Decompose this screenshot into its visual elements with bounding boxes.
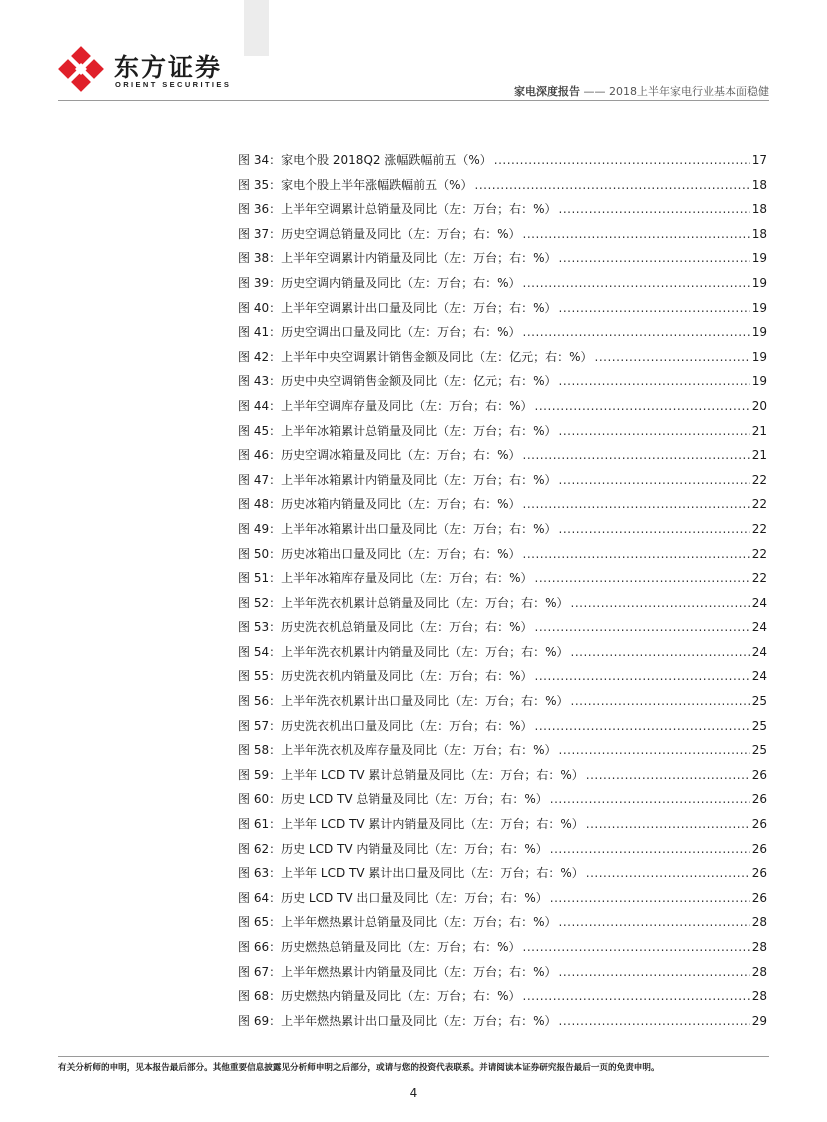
- toc-dot-leader: [523, 495, 750, 513]
- toc-entry-page: 21: [751, 423, 767, 438]
- toc-dot-leader: [586, 864, 750, 882]
- toc-entry-page: 19: [751, 251, 767, 266]
- toc-entry-page: 22: [751, 497, 767, 512]
- report-title: 2018上半年家电行业基本面稳健: [609, 85, 769, 98]
- toc-entry-label: 图 67：上半年燃热累计内销量及同比（左：万台；右：%）: [238, 964, 557, 979]
- toc-entry-label: 图 56：上半年洗衣机累计出口量及同比（左：万台；右：%）: [238, 694, 569, 709]
- toc-dot-leader: [535, 717, 750, 735]
- toc-dot-leader: [559, 1012, 750, 1030]
- toc-entry[interactable]: [238, 1012, 767, 1037]
- toc-entry-label: 图 65：上半年燃热累计总销量及同比（左：万台；右：%）: [238, 915, 557, 930]
- toc-entry-label: 图 59：上半年 LCD TV 累计总销量及同比（左：万台；右：%）: [238, 767, 584, 782]
- toc-dot-leader: [559, 249, 750, 267]
- toc-entry[interactable]: [238, 299, 767, 324]
- toc-entry[interactable]: [238, 471, 767, 496]
- toc-entry[interactable]: [238, 840, 767, 865]
- toc-entry[interactable]: [238, 717, 767, 742]
- toc-entry[interactable]: [238, 938, 767, 963]
- toc-entry[interactable]: [238, 667, 767, 692]
- toc-entry-label: 图 36：上半年空调累计总销量及同比（左：万台；右：%）: [238, 202, 557, 217]
- toc-dot-leader: [559, 372, 750, 390]
- toc-dot-leader: [559, 741, 750, 759]
- toc-entry-page: 19: [751, 300, 767, 315]
- report-header: [514, 83, 769, 99]
- toc-entry[interactable]: [238, 274, 767, 299]
- toc-dot-leader: [523, 938, 750, 956]
- toc-entry[interactable]: [238, 545, 767, 570]
- toc-dot-leader: [475, 176, 750, 194]
- toc-entry[interactable]: [238, 495, 767, 520]
- disclaimer-text: 有关分析师的申明，见本报告最后部分。其他重要信息披露见分析师申明之后部分，或请与您的投资代表联系。并请阅读本证券研究报告最后一页的免责申明。: [58, 1063, 660, 1073]
- toc-entry-page: 19: [751, 275, 767, 290]
- toc-entry-page: 21: [751, 448, 767, 463]
- toc-entry-label: 图 38：上半年空调累计内销量及同比（左：万台；右：%）: [238, 251, 557, 266]
- toc-dot-leader: [494, 151, 750, 169]
- toc-entry-label: 图 49：上半年冰箱累计出口量及同比（左：万台；右：%）: [238, 521, 557, 536]
- toc-dot-leader: [523, 545, 750, 563]
- toc-entry-page: 26: [751, 866, 767, 881]
- toc-entry[interactable]: [238, 348, 767, 373]
- toc-entry-page: 22: [751, 521, 767, 536]
- toc-entry[interactable]: [238, 741, 767, 766]
- logo-english-name: ORIENT SECURITIES: [115, 80, 232, 89]
- logo-chinese-name: 东方证券: [114, 53, 223, 82]
- report-type: 家电深度报告: [514, 85, 580, 98]
- logo-mark-icon: [58, 46, 104, 92]
- toc-entry-label: 图 34：家电个股 2018Q2 涨幅跌幅前五（%）: [238, 153, 492, 167]
- toc-entry-page: 28: [751, 915, 767, 930]
- toc-entry-page: 29: [751, 1013, 767, 1028]
- toc-entry[interactable]: [238, 618, 767, 643]
- toc-entry-page: 18: [751, 177, 767, 192]
- toc-entry-page: 25: [751, 694, 767, 709]
- toc-entry[interactable]: [238, 200, 767, 225]
- toc-entry-label: 图 50：历史冰箱出口量及同比（左：万台；右：%）: [238, 546, 521, 561]
- toc-entry[interactable]: [238, 397, 767, 422]
- toc-entry[interactable]: [238, 987, 767, 1012]
- toc-entry[interactable]: [238, 372, 767, 397]
- toc-entry-page: 26: [751, 817, 767, 832]
- toc-dot-leader: [559, 913, 750, 931]
- toc-entry-label: 图 63：上半年 LCD TV 累计出口量及同比（左：万台；右：%）: [238, 866, 584, 881]
- toc-entry-label: 图 64：历史 LCD TV 出口量及同比（左：万台；右：%）: [238, 890, 548, 905]
- toc-entry-label: 图 62：历史 LCD TV 内销量及同比（左：万台；右：%）: [238, 841, 548, 856]
- toc-entry-label: 图 47：上半年冰箱累计内销量及同比（左：万台；右：%）: [238, 472, 557, 487]
- toc-entry-page: 25: [751, 718, 767, 733]
- toc-dot-leader: [523, 274, 750, 292]
- toc-dot-leader: [559, 963, 750, 981]
- toc-entry-page: 25: [751, 743, 767, 758]
- toc-entry-page: 20: [751, 398, 767, 413]
- toc-dot-leader: [571, 594, 750, 612]
- header-divider: [58, 100, 769, 101]
- toc-entry-label: 图 53：历史洗衣机总销量及同比（左：万台；右：%）: [238, 620, 533, 635]
- toc-dot-leader: [535, 397, 750, 415]
- toc-entry-label: 图 69：上半年燃热累计出口量及同比（左：万台；右：%）: [238, 1013, 557, 1028]
- toc-entry[interactable]: [238, 864, 767, 889]
- toc-entry-label: 图 37：历史空调总销量及同比（左：万台；右：%）: [238, 226, 521, 241]
- toc-entry-page: 19: [751, 374, 767, 389]
- toc-entry-label: 图 68：历史燃热内销量及同比（左：万台；右：%）: [238, 989, 521, 1004]
- toc-entry-page: 28: [751, 940, 767, 954]
- toc-entry-page: 17: [751, 153, 767, 167]
- toc-entry[interactable]: [238, 594, 767, 619]
- toc-entry-label: 图 61：上半年 LCD TV 累计内销量及同比（左：万台；右：%）: [238, 817, 584, 832]
- toc-entry-page: 24: [751, 669, 767, 684]
- toc-entry-page: 24: [751, 644, 767, 659]
- toc-dot-leader: [523, 987, 750, 1005]
- toc-entry[interactable]: [238, 790, 767, 815]
- toc-dot-leader: [586, 815, 750, 833]
- toc-dot-leader: [523, 323, 750, 341]
- toc-entry[interactable]: [238, 643, 767, 668]
- toc-dot-leader: [559, 471, 750, 489]
- toc-entry[interactable]: [238, 176, 767, 201]
- toc-entry-label: 图 52：上半年洗衣机累计总销量及同比（左：万台；右：%）: [238, 595, 569, 610]
- toc-entry[interactable]: [238, 766, 767, 791]
- page-number: 4: [409, 1086, 418, 1100]
- toc-dot-leader: [559, 299, 750, 317]
- toc-entry-page: 28: [751, 964, 767, 979]
- toc-entry-page: 26: [751, 792, 767, 807]
- toc-entry-page: 19: [751, 325, 767, 340]
- toc-entry-label: 图 60：历史 LCD TV 总销量及同比（左：万台；右：%）: [238, 792, 548, 807]
- toc-dot-leader: [571, 692, 750, 710]
- toc-entry-label: 图 58：上半年洗衣机及库存量及同比（左：万台；右：%）: [238, 743, 557, 758]
- toc-entry-page: 26: [751, 841, 767, 856]
- toc-entry-label: 图 51：上半年冰箱库存量及同比（左：万台；右：%）: [238, 571, 533, 586]
- toc-entry-label: 图 44：上半年空调库存量及同比（左：万台；右：%）: [238, 398, 533, 413]
- toc-entry[interactable]: [238, 913, 767, 938]
- toc-dot-leader: [595, 348, 750, 366]
- toc-entry-label: 图 48：历史冰箱内销量及同比（左：万台；右：%）: [238, 497, 521, 512]
- toc-entry[interactable]: [238, 446, 767, 471]
- toc-entry-label: 图 55：历史洗衣机内销量及同比（左：万台；右：%）: [238, 669, 533, 684]
- toc-dot-leader: [550, 889, 750, 907]
- toc-entry-label: 图 41：历史空调出口量及同比（左：万台；右：%）: [238, 325, 521, 340]
- toc-entry[interactable]: [238, 323, 767, 348]
- toc-dot-leader: [559, 200, 750, 218]
- toc-entry-label: 图 45：上半年冰箱累计总销量及同比（左：万台；右：%）: [238, 423, 557, 438]
- toc-dot-leader: [550, 790, 750, 808]
- toc-entry-label: 图 43：历史中央空调销售金额及同比（左：亿元；右：%）: [238, 374, 557, 389]
- toc-dot-leader: [571, 643, 750, 661]
- footer-divider: [58, 1056, 769, 1057]
- toc-entry[interactable]: [238, 249, 767, 274]
- toc-entry[interactable]: [238, 520, 767, 545]
- toc-dot-leader: [535, 618, 750, 636]
- toc-entry[interactable]: [238, 963, 767, 988]
- toc-dot-leader: [559, 520, 750, 538]
- toc-dot-leader: [550, 840, 750, 858]
- toc-entry-label: 图 57：历史洗衣机出口量及同比（左：万台；右：%）: [238, 718, 533, 733]
- toc-entry-page: 22: [751, 546, 767, 561]
- figure-table-of-contents: [238, 151, 767, 1036]
- toc-dot-leader: [559, 422, 750, 440]
- toc-entry-label: 图 54：上半年洗衣机累计内销量及同比（左：万台；右：%）: [238, 644, 569, 659]
- toc-entry-page: 22: [751, 571, 767, 586]
- toc-entry-page: 28: [751, 989, 767, 1004]
- toc-entry-page: 22: [751, 472, 767, 487]
- toc-entry[interactable]: [238, 692, 767, 717]
- toc-entry-page: 19: [751, 349, 767, 364]
- toc-entry[interactable]: [238, 889, 767, 914]
- toc-entry[interactable]: [238, 815, 767, 840]
- toc-dot-leader: [523, 446, 750, 464]
- toc-entry-label: 图 46：历史空调冰箱量及同比（左：万台；右：%）: [238, 448, 521, 463]
- toc-entry-label: 图 35：家电个股上半年涨幅跌幅前五（%）: [238, 177, 473, 192]
- header-corner-block: [244, 0, 269, 56]
- toc-entry-page: 26: [751, 890, 767, 905]
- toc-entry-page: 18: [751, 202, 767, 217]
- company-logo: [58, 46, 232, 92]
- toc-entry-page: 18: [751, 226, 767, 241]
- toc-entry-label: 图 40：上半年空调累计出口量及同比（左：万台；右：%）: [238, 300, 557, 315]
- toc-dot-leader: [523, 225, 750, 243]
- toc-dot-leader: [535, 667, 750, 685]
- toc-entry-page: 24: [751, 620, 767, 635]
- toc-entry[interactable]: [238, 225, 767, 250]
- toc-dot-leader: [586, 766, 750, 784]
- toc-dot-leader: [535, 569, 750, 587]
- toc-entry-page: 24: [751, 595, 767, 610]
- toc-entry[interactable]: [238, 151, 767, 176]
- header-separator: ——: [583, 85, 606, 98]
- toc-entry-label: 图 42：上半年中央空调累计销售金额及同比（左：亿元；右：%）: [238, 349, 593, 364]
- toc-entry[interactable]: [238, 569, 767, 594]
- toc-entry-label: 图 39：历史空调内销量及同比（左：万台；右：%）: [238, 275, 521, 290]
- toc-entry-page: 26: [751, 767, 767, 782]
- toc-entry-label: 图 66：历史燃热总销量及同比（左：万台；右：%）: [238, 940, 521, 954]
- toc-entry[interactable]: [238, 422, 767, 447]
